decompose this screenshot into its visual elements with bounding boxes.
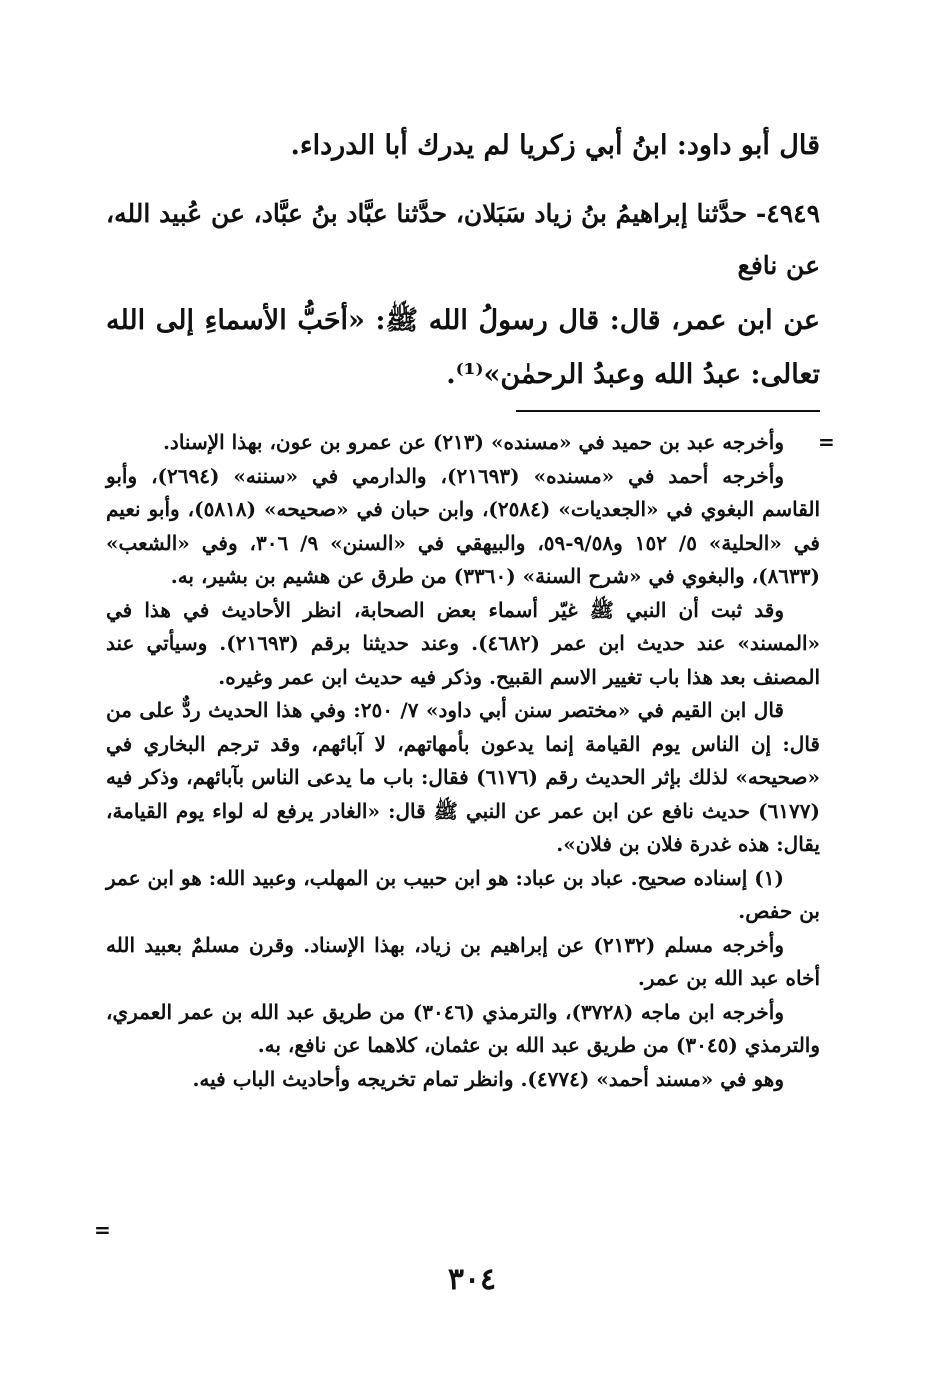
hadith-text [106,294,820,402]
footnote-separator [516,410,820,412]
abu-dawud-comment: قال أبو داود: ابنُ أبي زكريا لم يدرك أبا الدرداء. [290,130,820,161]
footnote-paragraph: وأخرجه مسلم (٢١٣٢) عن إبراهيم بن زياد، بهذا الإسناد. وقرن مسلمٌ بعبيد الله أخاه عبد الله بن عمر. [106,932,820,990]
hadith-chain [106,188,820,292]
footnotes-block [106,426,820,1096]
footnote-paragraph: وأخرجه عبد بن حميد في «مسنده» (٢١٣) عن عمرو بن عون، بهذا الإسناد. [162,430,784,454]
footnote-paragraph: وهو في «مسند أحمد» (٤٧٧٤). وانظر تمام تخريجه وأحاديث الباب فيه. [192,1066,784,1091]
continuation-marker-bottom: = [94,1218,111,1242]
main-text [106,118,820,174]
hadith-matn: عن ابن عمر، قال: قال رسولُ الله ﷺ: «أحَبُّ الأسماءِ إلى الله تعالى: عبدُ الله وعبدُ الرحمٰن»⁽¹⁾. [106,305,820,390]
continuation-marker-top: = [818,430,835,454]
hadith-isnad: ٤٩٤٩- حدَّثنا إبراهيمُ بنُ زياد سَبَلان، حدَّثنا عبَّاد بنُ عبَّاد، عن عُبيد الله، عن نافع [106,199,820,280]
footnote-paragraph: وأخرجه أحمد في «مسنده» (٢١٦٩٣)، والدارمي في «سننه» (٢٦٩٤)، وأبو القاسم البغوي في «الجعديات» (٢٥٨٤)، وابن حبان في «صحيحه» (٥٨١٨)، وأبو نعيم في «الحلية» ٥/ ١٥٢ و٩/٥٨-٥٩، والبيهقي في «السنن» ٩/ ٣٠٦، وفي «الشعب» (٨٦٣٣)، والبغوي في «شرح السنة» (٣٣٦٠) من طرق عن هشيم بن بشير، به. [106,463,820,588]
footnote-paragraph: وأخرجه ابن ماجه (٣٧٢٨)، والترمذي (٣٠٤٦) من طريق عبد الله بن عمر العمري، والترمذي (٣٠٤٥) من طريق عبد الله بن عثمان، كلاهما عن نافع، به. [106,999,820,1057]
footnote-paragraph: قال ابن القيم في «مختصر سنن أبي داود» ٧/ ٢٥٠: وفي هذا الحديث ردٌّ على من قال: إن الناس يوم القيامة إنما يدعون بأمهاتهم، لا آبائهم، وقد ترجم البخاري في «صحيحه» لذلك بإثر الحديث رقم (٦١٧٦) فقال: باب ما يدعى الناس بآبائهم، وذكر فيه (٦١٧٧) حديث نافع عن ابن عمر عن النبي ﷺ قال: «الغادر يرفع له لواء يوم القيامة، يقال: هذه غدرة فلان بن فلان». [106,698,820,856]
footnote-paragraph: (١) إسناده صحيح. عباد بن عباد: هو ابن حبيب بن المهلب، وعبيد الله: هو ابن عمر بن حفص. [106,865,820,923]
footnote-paragraph: وقد ثبت أن النبي ﷺ غيّر أسماء بعض الصحابة، انظر الأحاديث في هذا في «المسند» عند حديث ابن عمر (٤٦٨٢). وعند حديثنا برقم (٢١٦٩٣). وسيأتي عند المصنف بعد هذا باب تغيير الاسم القبيح. وذكر فيه حديث ابن عمر وغيره. [106,597,820,689]
page-number: ٣٠٤ [447,1262,497,1297]
